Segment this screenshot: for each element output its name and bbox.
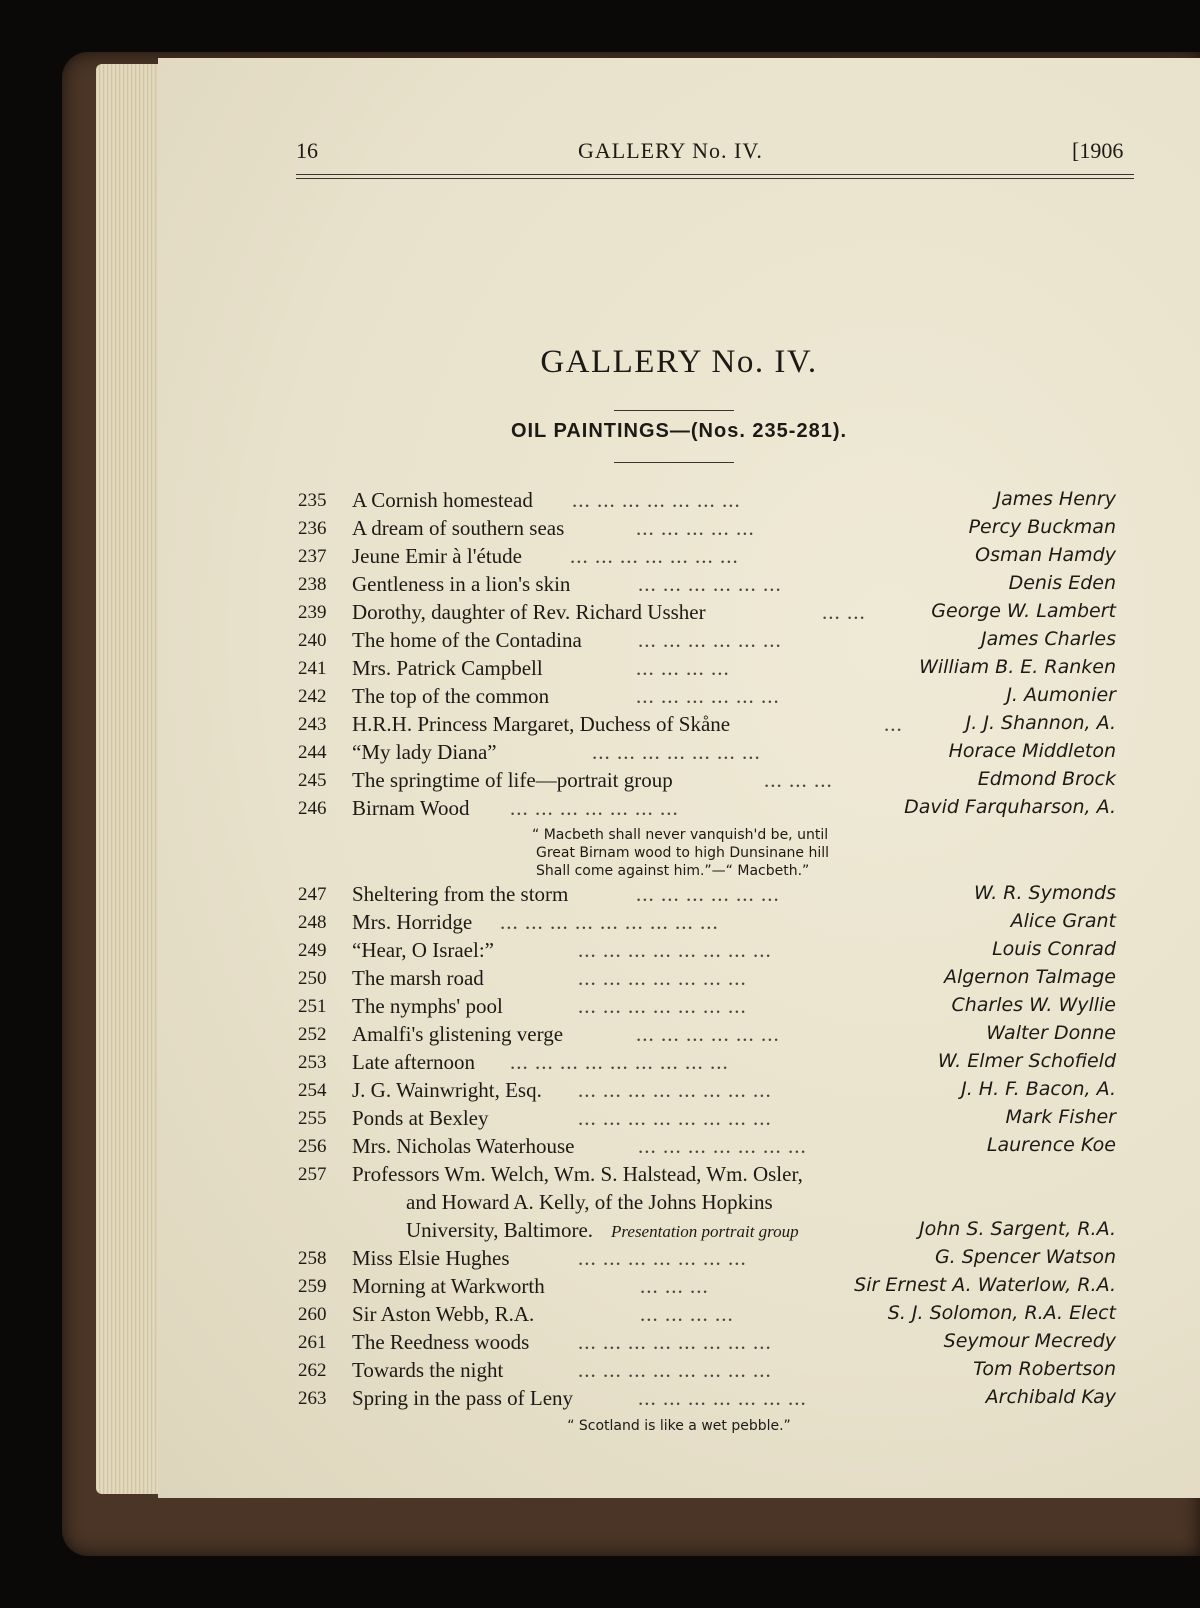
entry-number: 243: [298, 714, 327, 735]
catalogue-entry: 246 Birnam Wood ... ... ... ... ... ... ... David Farquharson, A.: [298, 796, 1116, 820]
entry-number: 237: [298, 546, 327, 567]
birnam-quote: “ Macbeth shall never vanquish'd be, until Great Birnam wood to high Dunsinane hill Shall come against him.”—“ Macbeth.”: [532, 827, 830, 879]
entry-artist: Algernon Talmage: [943, 966, 1116, 988]
entry-continuation: and Howard A. Kelly, of the Johns Hopkins: [406, 1190, 773, 1214]
entry-number: 249: [298, 940, 327, 961]
entry-title: Towards the night: [352, 1358, 504, 1382]
header-rule: [296, 178, 1134, 179]
entry-artist: Sir Ernest A. Waterlow, R.A.: [854, 1274, 1116, 1296]
entry-artist: Percy Buckman: [968, 516, 1116, 538]
entry-title: Jeune Emir à l'étude: [352, 544, 522, 568]
entry-number: 247: [298, 884, 327, 905]
entry-title: H.R.H. Princess Margaret, Duchess of Skåne: [352, 712, 731, 736]
entry-number: 241: [298, 658, 327, 679]
entry-artist: Walter Donne: [986, 1022, 1116, 1044]
entry-artist: S. J. Solomon, R.A. Elect: [887, 1302, 1116, 1324]
catalogue-entry: 255 Ponds at Bexley ... ... ... ... ... ... ... ... Mark Fisher: [298, 1106, 1116, 1130]
entry-number: 244: [298, 742, 327, 763]
catalogue-entry: 258 Miss Elsie Hughes ... ... ... ... ... ... ... G. Spencer Watson: [298, 1246, 1116, 1270]
entry-title: “My lady Diana”: [352, 740, 497, 764]
catalogue-entry: 259 Morning at Warkworth ... ... ... Sir Ernest A. Waterlow, R.A.: [298, 1274, 1116, 1298]
entry-artist: G. Spencer Watson: [934, 1246, 1116, 1268]
catalogue-entry: 241 Mrs. Patrick Campbell ... ... ... ... William B. E. Ranken: [298, 656, 1116, 680]
entry-note: Presentation portrait group: [611, 1222, 799, 1241]
entry-title: Amalfi's glistening verge: [352, 1022, 564, 1046]
catalogue-entry: 261 The Reedness woods ... ... ... ... ... ... ... ... Seymour Mecredy: [298, 1330, 1116, 1354]
entry-artist: Denis Eden: [1008, 572, 1116, 594]
entry-title: Sir Aston Webb, R.A.: [352, 1302, 535, 1326]
catalogue-entry: 249 “Hear, O Israel:” ... ... ... ... ... ... ... ... Louis Conrad: [298, 938, 1116, 962]
entry-number: 242: [298, 686, 327, 707]
entry-title: A dream of southern seas: [352, 516, 565, 540]
catalogue-entry: 243 H.R.H. Princess Margaret, Duchess of Skåne ... J. J. Shannon, A.: [298, 712, 1116, 736]
entry-artist: Louis Conrad: [992, 938, 1116, 960]
entry-number: 261: [298, 1332, 327, 1353]
entry-artist: J. J. Shannon, A.: [965, 712, 1116, 734]
catalogue-entry: 237 Jeune Emir à l'étude ... ... ... ... ... ... ... Osman Hamdy: [298, 544, 1116, 568]
entry-artist: Seymour Mecredy: [943, 1330, 1116, 1352]
entry-number: 248: [298, 912, 327, 933]
entry-title: The top of the common: [352, 684, 550, 708]
entry-number: 235: [298, 490, 327, 511]
entry-continuation: University, Baltimore. Presentation portrait group John S. Sargent, R.A.: [406, 1218, 1116, 1242]
entry-number: 240: [298, 630, 327, 651]
entry-artist: Horace Middleton: [948, 740, 1116, 762]
entry-artist: William B. E. Ranken: [919, 656, 1116, 678]
entry-artist: George W. Lambert: [931, 600, 1116, 622]
catalogue-entry: 240 The home of the Contadina ... ... ... ... ... ... James Charles: [298, 628, 1116, 652]
entry-number: 260: [298, 1304, 327, 1325]
entry-artist: David Farquharson, A.: [904, 796, 1116, 818]
entry-artist: Charles W. Wyllie: [951, 994, 1116, 1016]
entry-number: 236: [298, 518, 327, 539]
entry-title: The springtime of life—portrait group: [352, 768, 673, 792]
catalogue-entry: 263 Spring in the pass of Leny ... ... ... ... ... ... ... Archibald Kay: [298, 1386, 1116, 1410]
entry-number: 257: [298, 1164, 327, 1185]
catalogue-entry: 253 Late afternoon ... ... ... ... ... ... ... ... ... W. Elmer Schofield: [298, 1050, 1116, 1074]
entry-number: 259: [298, 1276, 327, 1297]
catalogue-entry: 262 Towards the night ... ... ... ... ... ... ... ... Tom Robertson: [298, 1358, 1116, 1382]
entry-title: Spring in the pass of Leny: [352, 1386, 574, 1410]
entry-title: Miss Elsie Hughes: [352, 1246, 510, 1270]
entry-number: 253: [298, 1052, 327, 1073]
entry-artist: Edmond Brock: [977, 768, 1116, 790]
page-number: 16: [296, 138, 318, 163]
entry-title: The Reedness woods: [352, 1330, 530, 1354]
entry-title: Mrs. Nicholas Waterhouse: [352, 1134, 575, 1158]
entry-artist: James Charles: [980, 628, 1116, 650]
catalogue-entry: 238 Gentleness in a lion's skin ... ... ... ... ... ... Denis Eden: [298, 572, 1116, 596]
running-header: [158, 138, 1200, 178]
entry-title: The marsh road: [352, 966, 484, 990]
catalogue-entry: 244 “My lady Diana” ... ... ... ... ... ... ... Horace Middleton: [298, 740, 1116, 764]
entry-number: 239: [298, 602, 327, 623]
entry-number: 263: [298, 1388, 327, 1409]
catalogue-page: [158, 58, 1200, 1498]
entry-title: J. G. Wainwright, Esq.: [352, 1078, 542, 1102]
gallery-title: GALLERY No. IV.: [540, 344, 818, 380]
catalogue-entry: 242 The top of the common ... ... ... ... ... ... J. Aumonier: [298, 684, 1116, 708]
catalogue-entry: [158, 1162, 1200, 1190]
catalogue-entry: 245 The springtime of life—portrait group ... ... ... Edmond Brock: [298, 768, 1116, 792]
entry-title: Gentleness in a lion's skin: [352, 572, 571, 596]
entry-number: 238: [298, 574, 327, 595]
entry-title: Ponds at Bexley: [352, 1106, 489, 1130]
entry-artist: James Henry: [995, 488, 1116, 510]
catalogue-entry: 260 Sir Aston Webb, R.A. ... ... ... ... S. J. Solomon, R.A. Elect: [298, 1302, 1116, 1326]
entry-artist: Archibald Kay: [985, 1386, 1116, 1408]
entry-title: The nymphs' pool: [352, 994, 503, 1018]
entry-artist: J. Aumonier: [1006, 684, 1116, 706]
entry-title: Mrs. Horridge: [352, 910, 473, 934]
entry-title: Late afternoon: [352, 1050, 476, 1074]
entry-title: Birnam Wood: [352, 796, 470, 820]
header-year: [1906: [1072, 138, 1124, 163]
divider: [614, 462, 734, 463]
catalogue-entry: 235 A Cornish homestead ... ... ... ... ... ... ... James Henry: [298, 488, 1116, 512]
entry-number: 246: [298, 798, 327, 819]
entry-artist: Tom Robertson: [973, 1358, 1116, 1380]
catalogue-entry: 254 J. G. Wainwright, Esq. ... ... ... ... ... ... ... ... J. H. F. Bacon, A.: [298, 1078, 1116, 1102]
catalogue-entry: 256 Mrs. Nicholas Waterhouse ... ... ... ... ... ... ... Laurence Koe: [298, 1134, 1116, 1158]
entry-number: 252: [298, 1024, 327, 1045]
entry-artist: J. H. F. Bacon, A.: [961, 1078, 1116, 1100]
catalogue-entry: 239 Dorothy, daughter of Rev. Richard Ussher ... ... George W. Lambert: [298, 600, 1116, 624]
page-edges: [96, 64, 166, 1494]
header-rule: [296, 174, 1134, 175]
entry-artist: Osman Hamdy: [975, 544, 1116, 566]
catalogue-entry: 250 The marsh road ... ... ... ... ... ... ... Algernon Talmage: [298, 966, 1116, 990]
catalogue-entry: 247 Sheltering from the storm ... ... ... ... ... ... W. R. Symonds: [298, 882, 1116, 906]
leny-quote: “ Scotland is like a wet pebble.”: [567, 1418, 791, 1434]
entry-number: 255: [298, 1108, 327, 1129]
entry-title: The home of the Contadina: [352, 628, 582, 652]
entry-number: 262: [298, 1360, 327, 1381]
section-subtitle: OIL PAINTINGS—(Nos. 235-281).: [510, 420, 848, 442]
entry-title: Mrs. Patrick Campbell: [352, 656, 543, 680]
catalogue-entry: 236 A dream of southern seas ... ... ... ... ... Percy Buckman: [298, 516, 1116, 540]
entry-title: Dorothy, daughter of Rev. Richard Ussher: [352, 600, 706, 624]
catalogue-entry: 252 Amalfi's glistening verge ... ... ... ... ... ... Walter Donne: [298, 1022, 1116, 1046]
entry-number: 258: [298, 1248, 327, 1269]
divider: [614, 410, 734, 411]
entry-title: Professors Wm. Welch, Wm. S. Halstead, Wm. Osler,: [352, 1162, 803, 1186]
entry-artist: Mark Fisher: [1005, 1106, 1116, 1128]
entry-number: 254: [298, 1080, 327, 1101]
entry-title: Sheltering from the storm: [352, 882, 569, 906]
catalogue-entry: 248 Mrs. Horridge ... ... ... ... ... ... ... ... ... Alice Grant: [298, 910, 1116, 934]
entry-title: A Cornish homestead: [352, 488, 533, 512]
running-title: GALLERY No. IV.: [578, 138, 763, 163]
entry-title: Morning at Warkworth: [352, 1274, 545, 1298]
catalogue-entry: 251 The nymphs' pool ... ... ... ... ... ... ... Charles W. Wyllie: [298, 994, 1116, 1018]
entry-title: “Hear, O Israel:”: [352, 938, 494, 962]
entry-number: 245: [298, 770, 327, 791]
entry-artist: W. R. Symonds: [973, 882, 1116, 904]
entry-number: 250: [298, 968, 327, 989]
entry-artist: W. Elmer Schofield: [937, 1050, 1116, 1072]
entry-artist: John S. Sargent, R.A.: [919, 1218, 1116, 1240]
entry-artist: Laurence Koe: [986, 1134, 1116, 1156]
entry-artist: Alice Grant: [1010, 910, 1116, 932]
entry-number: 251: [298, 996, 327, 1017]
entry-number: 256: [298, 1136, 327, 1157]
